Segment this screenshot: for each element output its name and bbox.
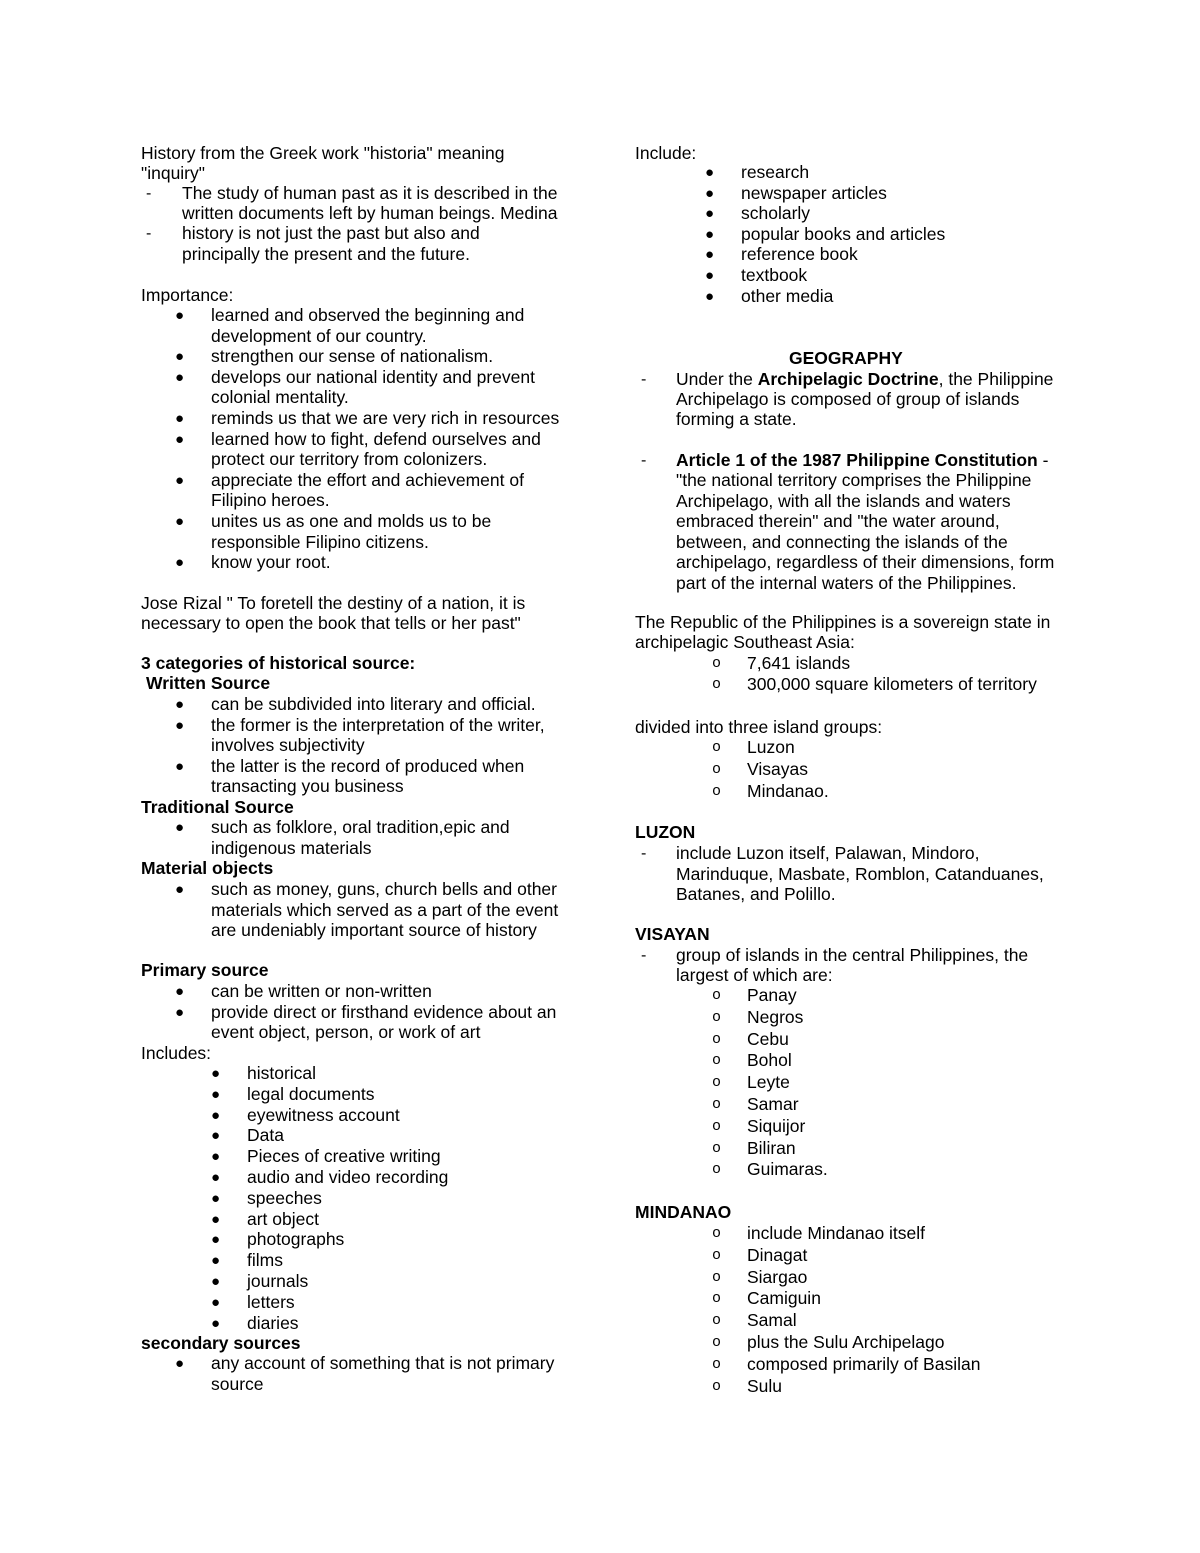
bullet-icon: ●	[705, 225, 715, 243]
circle-bullet-icon: o	[712, 1074, 722, 1092]
primary-source-heading: Primary source	[141, 960, 269, 980]
bullet-icon: ●	[211, 1231, 221, 1249]
archipelagic-pre: Under the	[676, 369, 758, 389]
archipelagic-post: , the Philippine	[938, 369, 1054, 389]
includes-item: speeches	[247, 1187, 322, 1208]
circle-bullet-icon: o	[712, 1052, 722, 1070]
written-source-item: transacting you business	[211, 776, 404, 797]
circle-bullet-icon: o	[712, 1334, 722, 1351]
circle-bullet-icon: o	[712, 987, 722, 1004]
importance-item: reminds us that we are very rich in resources	[211, 408, 560, 428]
include-label: Include:	[635, 143, 697, 163]
includes-label: Includes:	[141, 1043, 212, 1063]
article-1-text: Archipelago, with all the islands and waters	[676, 490, 1011, 511]
importance-label: Importance:	[141, 285, 234, 305]
importance-item: unites us as one and molds us to be	[211, 511, 492, 531]
bullet-icon: ●	[211, 1065, 221, 1082]
includes-item: historical	[247, 1063, 317, 1083]
bullet-icon: ●	[211, 1106, 221, 1124]
archipelagic-doctrine-line	[676, 369, 1053, 390]
mindanao-item: Siargao	[747, 1266, 808, 1287]
bullet-icon: ●	[175, 513, 185, 530]
circle-bullet-icon: o	[712, 1355, 722, 1373]
bullet-icon: ●	[705, 246, 715, 264]
circle-bullet-icon: o	[712, 676, 722, 693]
circle-bullet-icon: o	[712, 1377, 722, 1395]
circle-bullet-icon: o	[712, 761, 722, 778]
visayan-island-item: Leyte	[747, 1072, 790, 1093]
visayan-text: largest of which are:	[676, 965, 833, 985]
bullet-icon: ●	[211, 1189, 221, 1207]
circle-bullet-icon: o	[712, 1290, 722, 1308]
includes-item: Data	[247, 1125, 284, 1146]
bullet-icon: ●	[705, 164, 715, 181]
bullet-icon: ●	[175, 410, 185, 427]
written-source-item: involves subjectivity	[211, 735, 365, 756]
importance-item: Filipino heroes.	[211, 490, 330, 511]
mindanao-item: plus the Sulu Archipelago	[747, 1332, 945, 1352]
includes-item: films	[247, 1250, 283, 1271]
bullet-icon: ●	[175, 368, 185, 386]
bullet-icon: ●	[175, 881, 185, 898]
bullet-icon: ●	[175, 307, 185, 324]
bullet-icon: ●	[211, 1127, 221, 1145]
luzon-text: Batanes, and Polillo.	[676, 884, 836, 904]
island-groups-label: divided into three island groups:	[635, 717, 883, 737]
island-group-item: Mindanao.	[747, 781, 829, 801]
includes-item: legal documents	[247, 1083, 375, 1104]
circle-bullet-icon: o	[712, 1139, 722, 1157]
traditional-source-item: indigenous materials	[211, 837, 372, 858]
bullet-icon: ●	[175, 471, 185, 489]
circle-bullet-icon: o	[712, 1008, 722, 1026]
bullet-icon: ●	[705, 184, 715, 202]
bullet-icon: ●	[211, 1085, 221, 1103]
mindanao-item: include Mindanao itself	[747, 1223, 926, 1243]
bullet-icon: ●	[211, 1314, 221, 1332]
includes-item: art object	[247, 1208, 319, 1229]
bullet-icon: ●	[211, 1210, 221, 1228]
material-objects-heading: Material objects	[141, 858, 274, 878]
importance-item: strengthen our sense of nationalism.	[211, 346, 494, 367]
importance-item: colonial mentality.	[211, 387, 349, 408]
circle-bullet-icon: o	[712, 1117, 722, 1135]
importance-item: know your root.	[211, 552, 331, 573]
bullet-icon: ●	[175, 554, 185, 572]
article-1-heading: Article 1 of the 1987 Philippine Constitution	[676, 450, 1038, 470]
material-objects-item: materials which served as a part of the event	[211, 899, 559, 920]
article-1-dash: -	[1037, 450, 1049, 470]
rizal-quote: Jose Rizal " To foretell the destiny of a nation, it is	[141, 593, 526, 613]
mindanao-item: Dinagat	[747, 1244, 808, 1265]
bullet-icon: ●	[705, 287, 715, 305]
definition-text: The study of human past as it is described in the	[182, 183, 558, 203]
dash-icon: -	[146, 225, 152, 242]
dash-icon: -	[641, 845, 647, 862]
include-item: scholarly	[741, 203, 811, 224]
island-group-item: Luzon	[747, 737, 795, 757]
luzon-text: Marinduque, Masbate, Romblon, Catanduanes,	[676, 863, 1044, 884]
dash-icon: -	[641, 947, 647, 964]
circle-bullet-icon: o	[712, 1096, 722, 1113]
includes-item: eyewitness account	[247, 1104, 400, 1125]
importance-item: develops our national identity and prevent	[211, 366, 535, 387]
importance-item: learned how to fight, defend ourselves and	[211, 428, 541, 449]
visayan-island-item: Bohol	[747, 1050, 792, 1071]
circle-bullet-icon: o	[712, 1225, 722, 1242]
written-source-item: can be subdivided into literary and official.	[211, 694, 536, 714]
republic-text: The Republic of the Philippines is a sovereign state in	[635, 612, 1051, 632]
circle-bullet-icon: o	[712, 739, 722, 756]
luzon-heading: LUZON	[635, 822, 696, 842]
circle-bullet-icon: o	[712, 783, 722, 800]
include-item: research	[741, 162, 810, 182]
categories-heading: 3 categories of historical source:	[141, 653, 416, 673]
written-source-heading: Written Source	[146, 673, 271, 693]
circle-bullet-icon: o	[712, 1246, 722, 1264]
include-item: other media	[741, 285, 834, 306]
article-1-text: part of the internal waters of the Philippines.	[676, 572, 1017, 593]
dash-icon: -	[641, 371, 647, 388]
written-source-item: the former is the interpretation of the writer,	[211, 714, 545, 735]
bullet-icon: ●	[175, 757, 185, 775]
mindanao-item: composed primarily of Basilan	[747, 1353, 981, 1374]
primary-source-item: can be written or non-written	[211, 981, 432, 1001]
primary-source-item: provide direct or firsthand evidence about an	[211, 1001, 557, 1022]
bullet-icon: ●	[175, 1003, 185, 1021]
bullet-icon: ●	[211, 1293, 221, 1311]
includes-item: audio and video recording	[247, 1167, 449, 1187]
importance-item: development of our country.	[211, 325, 427, 346]
includes-item: letters	[247, 1291, 295, 1312]
visayan-island-item: Samar	[747, 1094, 799, 1114]
visayan-island-item: Siquijor	[747, 1115, 806, 1136]
circle-bullet-icon: o	[712, 1161, 722, 1179]
article-1-text: archipelago, regardless of their dimensions, form	[676, 552, 1055, 572]
visayan-island-item: Panay	[747, 985, 797, 1005]
rizal-quote: necessary to open the book that tells or her past"	[141, 613, 521, 633]
importance-item: protect our territory from colonizers.	[211, 449, 488, 470]
intro-text: "inquiry"	[141, 163, 205, 183]
bullet-icon: ●	[175, 1355, 185, 1372]
visayan-island-item: Cebu	[747, 1028, 789, 1049]
dash-icon: -	[146, 185, 152, 202]
circle-bullet-icon: o	[712, 1030, 722, 1048]
intro-text: History from the Greek work "historia" meaning	[141, 143, 505, 163]
bullet-icon: ●	[211, 1252, 221, 1270]
bullet-icon: ●	[211, 1148, 221, 1166]
include-item: textbook	[741, 265, 808, 285]
secondary-source-item: any account of something that is not primary	[211, 1353, 555, 1373]
archipelagic-text: forming a state.	[676, 409, 797, 429]
republic-fact: 7,641 islands	[747, 653, 851, 673]
traditional-source-heading: Traditional Source	[141, 797, 294, 817]
circle-bullet-icon: o	[712, 1312, 722, 1330]
luzon-text: include Luzon itself, Palawan, Mindoro,	[676, 843, 980, 863]
visayan-island-item: Biliran	[747, 1137, 796, 1158]
secondary-sources-heading: secondary sources	[141, 1333, 301, 1353]
visayan-heading: VISAYAN	[635, 924, 710, 944]
visayan-island-item: Negros	[747, 1006, 804, 1027]
bullet-icon: ●	[705, 205, 715, 223]
bullet-icon: ●	[175, 696, 185, 713]
republic-text: archipelagic Southeast Asia:	[635, 632, 855, 652]
visayan-text: group of islands in the central Philippines, the	[676, 945, 1029, 965]
mindanao-item: Samal	[747, 1310, 797, 1331]
includes-item: journals	[247, 1271, 309, 1291]
material-objects-item: are undeniably important source of history	[211, 920, 537, 941]
primary-source-item: event object, person, or work of art	[211, 1022, 481, 1043]
bullet-icon: ●	[175, 430, 185, 448]
mindanao-heading: MINDANAO	[635, 1202, 732, 1222]
importance-item: learned and observed the beginning and	[211, 305, 525, 325]
article-1-text: embraced therein" and "the water around,	[676, 511, 1000, 531]
bullet-icon: ●	[175, 716, 185, 734]
bullet-icon: ●	[705, 267, 715, 284]
secondary-source-item: source	[211, 1373, 264, 1394]
written-source-item: the latter is the record of produced when	[211, 755, 525, 776]
include-item: popular books and articles	[741, 223, 946, 244]
traditional-source-item: such as folklore, oral tradition,epic and	[211, 817, 510, 837]
importance-item: appreciate the effort and achievement of	[211, 469, 524, 490]
definition-text: principally the present and the future.	[182, 244, 470, 264]
bullet-icon: ●	[175, 819, 185, 836]
mindanao-item: Camiguin	[747, 1288, 821, 1309]
visayan-island-item: Guimaras.	[747, 1159, 828, 1180]
definition-text: written documents left by human beings. Medina	[182, 203, 558, 223]
includes-item: photographs	[247, 1229, 345, 1250]
includes-item: Pieces of creative writing	[247, 1146, 441, 1167]
bullet-icon: ●	[175, 983, 185, 1000]
archipelagic-text: Archipelago is composed of group of islands	[676, 389, 1020, 409]
circle-bullet-icon: o	[712, 655, 722, 672]
article-1-text: between, and connecting the islands of the	[676, 531, 1008, 552]
material-objects-item: such as money, guns, church bells and other	[211, 879, 557, 899]
bullet-icon: ●	[211, 1169, 221, 1186]
republic-fact: 300,000 square kilometers of territory	[747, 674, 1037, 694]
bullet-icon: ●	[175, 348, 185, 366]
include-item: newspaper articles	[741, 182, 887, 203]
include-item: reference book	[741, 244, 858, 265]
importance-item: responsible Filipino citizens.	[211, 531, 429, 552]
mindanao-item: Sulu	[747, 1375, 783, 1396]
archipelagic-doctrine: Archipelagic Doctrine	[757, 369, 939, 389]
circle-bullet-icon: o	[712, 1268, 722, 1286]
dash-icon: -	[641, 452, 647, 469]
article-1-text: "the national territory comprises the Philippine	[676, 470, 1032, 490]
includes-item: diaries	[247, 1312, 299, 1333]
definition-text: history is not just the past but also and	[182, 223, 480, 243]
geography-heading: GEOGRAPHY	[789, 348, 903, 368]
article-1-line	[676, 450, 1048, 471]
bullet-icon: ●	[211, 1273, 221, 1290]
island-group-item: Visayas	[747, 759, 808, 779]
